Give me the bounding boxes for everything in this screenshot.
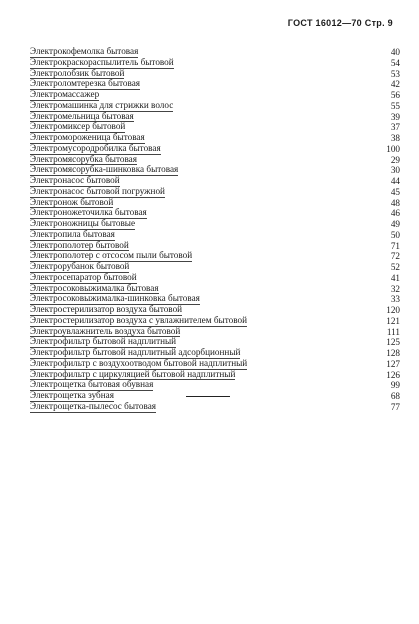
entry-term: Электросоковыжималка бытовая	[30, 282, 159, 293]
entry-page-number: 125	[386, 337, 400, 348]
entry-page-number: 32	[390, 283, 400, 294]
entry-page-number: 120	[386, 305, 400, 315]
index-entry	[30, 144, 400, 155]
entry-page-number: 45	[390, 186, 400, 197]
entry-term: Электронасос бытовой	[30, 175, 120, 185]
entry-term: Электрофильтр с циркуляцией бытовой надплитный	[30, 368, 236, 379]
entry-term: Электроножеточилка бытовая	[30, 207, 147, 218]
entry-page-number: 48	[390, 197, 400, 208]
entry-term: Электромельница бытовая	[30, 110, 134, 121]
entry-page-number: 33	[390, 294, 400, 305]
entry-term: Электромассажер	[30, 89, 100, 99]
entry-page-number: 39	[390, 111, 400, 122]
entry-term: Электромусородробилка бытовая	[30, 142, 161, 153]
index-entry	[30, 187, 400, 198]
entry-page-number: 37	[390, 122, 400, 133]
entry-page-number: 77	[390, 401, 400, 412]
entry-page-number: 38	[390, 133, 400, 143]
entry-term: Электролобзик бытовой	[30, 67, 125, 78]
entry-term: Электростерилизатор воздуха бытовой	[30, 304, 183, 314]
entry-page-number: 100	[386, 143, 400, 154]
entry-page-number: 55	[390, 100, 400, 111]
entry-term: Электрофильтр с воздухоотводом бытовой надплитный	[30, 357, 248, 368]
index-entry	[30, 316, 400, 327]
entry-page-number: 127	[386, 358, 400, 369]
entry-term: Электрофильтр бытовой надплитный адсорбционный	[30, 347, 241, 357]
index-entry	[30, 230, 400, 241]
entry-term: Электростерилизатор воздуха с увлажнителем бытовой	[30, 314, 247, 325]
entry-page-number: 44	[390, 176, 400, 186]
entry-term: Электрофильтр бытовой надплитный	[30, 336, 177, 347]
entry-page-number: 46	[390, 208, 400, 219]
entry-page-number: 30	[390, 165, 400, 176]
entry-page-number: 72	[390, 251, 400, 262]
entry-term: Электрокофемолка бытовая	[30, 46, 139, 56]
entry-term: Электросепаратор бытовой	[30, 271, 137, 282]
index-entry	[30, 359, 400, 370]
index-entry	[30, 58, 400, 69]
index-entry	[30, 273, 400, 284]
entry-term: Электромиксер бытовой	[30, 121, 126, 132]
entry-term: Электроножницы бытовые	[30, 218, 136, 228]
entry-term: Электромашинка для стрижки волос	[30, 99, 174, 110]
entry-page-number: 99	[390, 380, 400, 391]
entry-page-number: 42	[390, 79, 400, 90]
entry-page-number: 111	[386, 326, 400, 337]
entry-term: Электрокраскораспылитель бытовой	[30, 56, 174, 67]
entry-page-number: 53	[390, 68, 400, 79]
entry-page-number: 41	[390, 272, 400, 283]
entry-term: Электрощетка бытовая обувная	[30, 379, 154, 390]
index-entry	[30, 402, 400, 413]
entry-term: Электрополотер с отсосом пыли бытовой	[30, 250, 193, 261]
entry-term: Электроломтерезка бытовая	[30, 78, 141, 89]
entry-page-number: 128	[386, 348, 400, 358]
entry-page-number: 54	[390, 57, 400, 68]
entry-page-number: 52	[390, 262, 400, 272]
entry-page-number: 29	[390, 154, 400, 165]
entry-page-number: 40	[390, 47, 400, 57]
entry-term: Электронасос бытовой погружной	[30, 185, 165, 196]
entry-term: Электрополотер бытовой	[30, 239, 129, 250]
entry-term: Электрощетка-пылесос бытовая	[30, 400, 157, 411]
entry-term: Электромясорубка-шинковка бытовая	[30, 164, 179, 175]
entry-term: Электроувлажнитель воздуха бытовой	[30, 325, 181, 336]
entry-term: Электромороженица бытовая	[30, 132, 145, 142]
entry-term: Электромясорубка бытовая	[30, 153, 137, 164]
entry-page-number: 126	[386, 369, 400, 380]
entry-page-number: 121	[386, 315, 400, 326]
entry-page-number: 68	[390, 391, 400, 401]
entry-term: Электросоковыжималка-шинковка бытовая	[30, 293, 200, 304]
entry-page-number: 56	[390, 90, 400, 100]
entry-page-number: 71	[390, 240, 400, 251]
index-entry	[30, 101, 400, 112]
entry-term: Электронож бытовой	[30, 196, 114, 207]
entry-term: Электропила бытовая	[30, 228, 115, 239]
entry-term: Электрорубанок бытовой	[30, 261, 130, 271]
term-index-list	[30, 47, 400, 413]
end-rule	[186, 396, 230, 397]
entry-page-number: 49	[390, 219, 400, 229]
entry-term: Электрощетка зубная	[30, 390, 114, 400]
entry-page-number: 50	[390, 229, 400, 240]
page-header: ГОСТ 16012—70 Стр. 9	[287, 18, 393, 28]
